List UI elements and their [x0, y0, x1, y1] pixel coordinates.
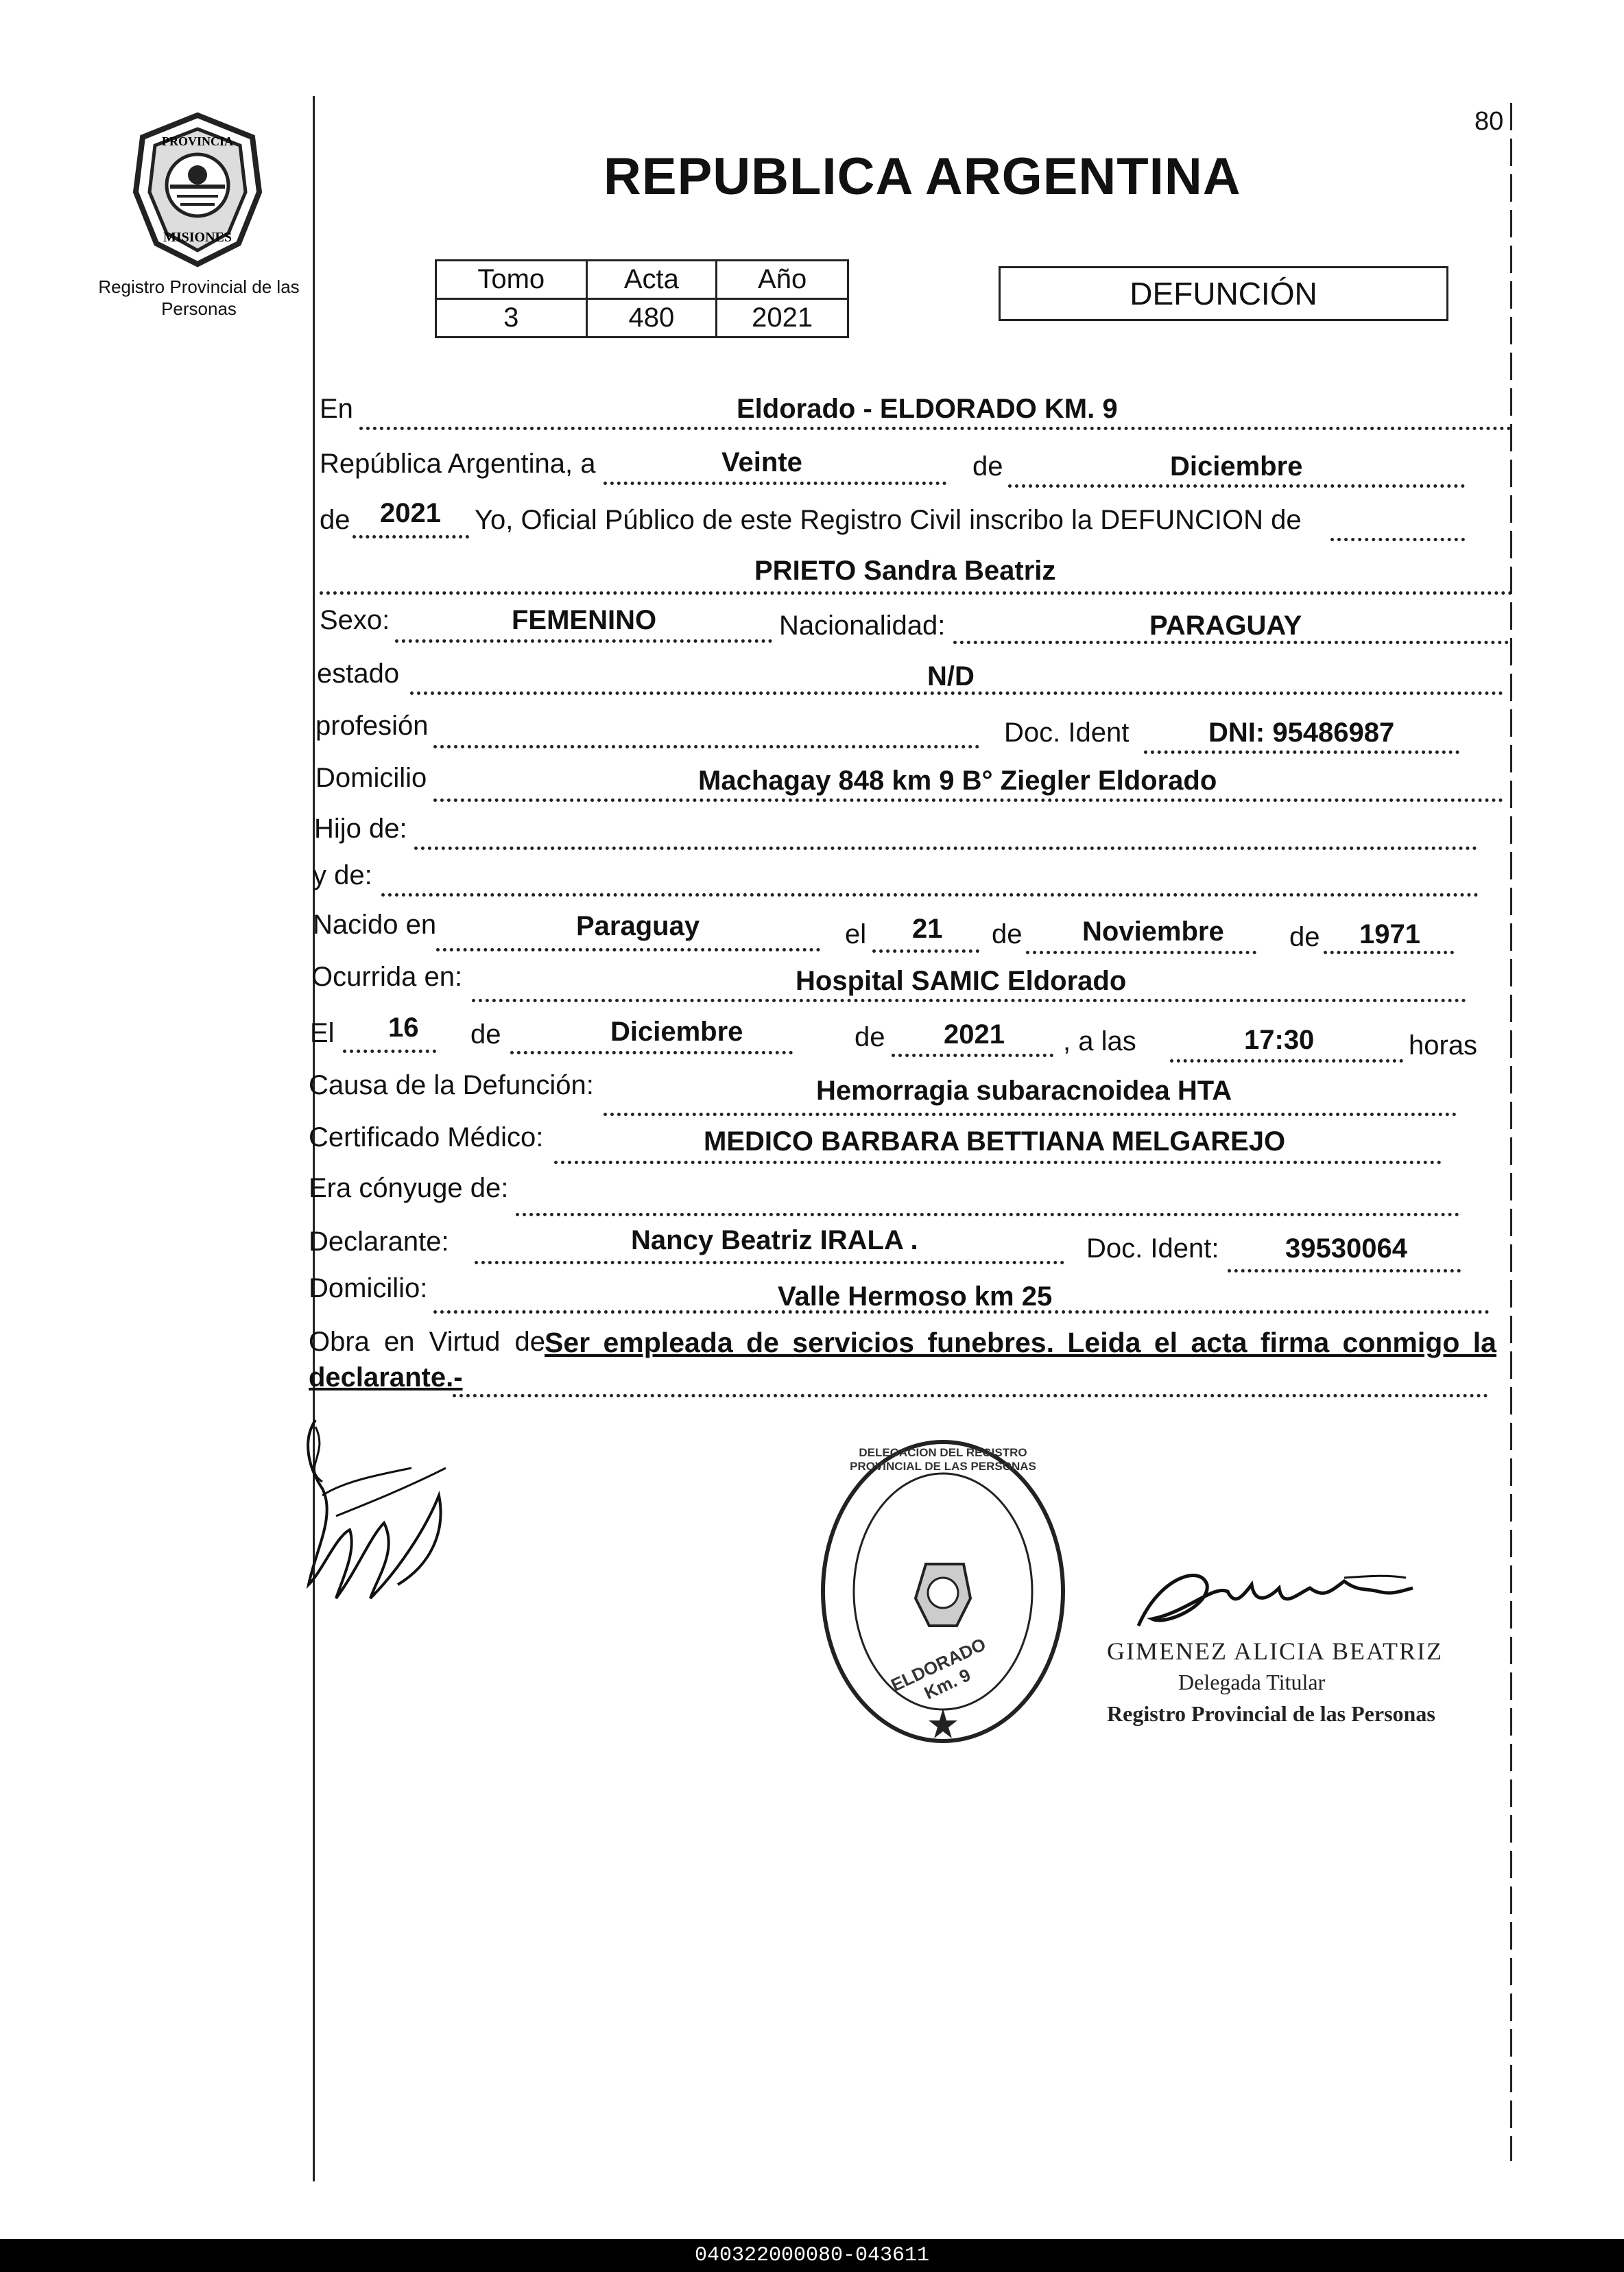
right-margin-line	[1510, 103, 1512, 2161]
value-nacionalidad: PARAGUAY	[1149, 611, 1302, 641]
label-El: El	[310, 1018, 335, 1048]
label-de-6: de	[855, 1022, 885, 1052]
label-domicilio: Domicilio	[315, 763, 427, 793]
value-def-dia: 16	[388, 1013, 419, 1043]
value-obra-line2: declarante.-	[309, 1362, 463, 1393]
label-de-5: de	[470, 1019, 501, 1050]
label-estado: estado	[317, 659, 400, 689]
fill-domicilio	[433, 798, 1503, 802]
label-a-las: , a las	[1063, 1026, 1136, 1056]
stamp-inner-text: ELDORADO Km. 9	[887, 1633, 989, 1704]
fill-doc-ident	[1144, 750, 1459, 754]
label-nacido-en: Nacido en	[313, 910, 437, 940]
fill-lugar	[359, 427, 1512, 430]
document-code: 040322000080-043611	[0, 2239, 1624, 2272]
fill-y-de	[381, 893, 1479, 897]
fill-nac-anio	[1324, 951, 1454, 954]
official-stamp	[816, 1434, 1070, 1749]
fill-ocurrida-en	[472, 999, 1466, 1002]
fill-def-mes	[510, 1051, 793, 1054]
label-nacionalidad: Nacionalidad:	[779, 611, 946, 641]
label-certificado: Certificado Médico:	[309, 1122, 544, 1152]
fill-nacido-en	[436, 948, 820, 951]
label-el: el	[845, 919, 867, 949]
label-sexo: Sexo:	[320, 605, 390, 635]
fill-hijo-de	[414, 847, 1477, 850]
fill-def-hora	[1170, 1059, 1403, 1063]
fill-defuncion-de	[1330, 538, 1465, 541]
value-declarante: Nancy Beatriz IRALA .	[631, 1225, 918, 1255]
value-ocurrida-en: Hospital SAMIC Eldorado	[796, 966, 1127, 996]
value-dia-letras: Veinte	[721, 447, 802, 477]
label-declarante-domicilio: Domicilio:	[309, 1273, 428, 1303]
fill-sexo	[395, 639, 772, 643]
official-office: Registro Provincial de las Personas	[1107, 1701, 1435, 1726]
label-de-1: de	[972, 451, 1003, 482]
official-name: GIMENEZ ALICIA BEATRIZ	[1107, 1637, 1443, 1665]
label-doc-ident: Doc. Ident	[1004, 718, 1130, 748]
label-causa: Causa de la Defunción:	[309, 1070, 594, 1100]
value-estado: N/D	[927, 661, 975, 691]
value-sexo: FEMENINO	[512, 605, 657, 635]
fill-declarante	[475, 1261, 1064, 1264]
ref-header-acta: Acta	[586, 261, 717, 299]
label-de-2: de	[320, 505, 350, 535]
fill-conyuge	[516, 1213, 1459, 1216]
label-republica: República Argentina, a	[320, 449, 596, 479]
label-declarante: Declarante:	[309, 1227, 449, 1257]
official-role: Delegada Titular	[1178, 1670, 1326, 1694]
value-causa: Hemorragia subaracnoidea HTA	[816, 1076, 1232, 1106]
label-horas: horas	[1409, 1030, 1478, 1061]
fill-nac-mes	[1026, 951, 1256, 954]
fill-declarante-doc	[1228, 1269, 1461, 1273]
label-inscribo: Yo, Oficial Público de este Registro Civil inscribo la DEFUNCION de	[475, 505, 1302, 535]
value-lugar: Eldorado - ELDORADO KM. 9	[737, 394, 1118, 424]
value-nac-dia: 21	[912, 914, 943, 944]
label-ocurrida-en: Ocurrida en:	[311, 962, 463, 992]
act-type-box	[999, 266, 1448, 321]
value-def-anio: 2021	[944, 1019, 1005, 1050]
province-seal	[122, 110, 273, 268]
label-de-3: de	[992, 919, 1023, 949]
stamp-outer-text: DELEGACION DEL REGISTRO PROVINCIAL DE LAS PERSONAS	[850, 1446, 1036, 1473]
svg-text:MISIONES: MISIONES	[163, 230, 232, 245]
declarant-signature	[295, 1413, 459, 1612]
page-title: REPUBLICA ARGENTINA	[604, 147, 1241, 206]
value-anio: 2021	[380, 498, 441, 528]
page-number: 80	[1474, 107, 1504, 136]
value-nac-mes: Noviembre	[1082, 916, 1224, 947]
value-certificado: MEDICO BARBARA BETTIANA MELGAREJO	[704, 1126, 1286, 1157]
fill-def-anio	[892, 1054, 1053, 1057]
ref-value-anio: 2021	[717, 299, 848, 338]
label-declarante-doc: Doc. Ident:	[1086, 1233, 1219, 1264]
value-declarante-doc: 39530064	[1285, 1233, 1407, 1264]
label-conyuge: Era cónyuge de:	[309, 1173, 509, 1203]
value-obra-line1: Ser empleada de servicios funebres. Leida el acta firma conmigo la	[545, 1327, 1496, 1358]
fill-nac-dia	[872, 949, 979, 953]
registry-name: Registro Provincial de las Personas	[98, 276, 300, 319]
fill-mes	[1008, 484, 1465, 488]
act-type: DEFUNCIÓN	[1130, 276, 1317, 311]
ref-value-acta: 480	[586, 299, 717, 338]
fill-obra	[453, 1394, 1488, 1397]
label-de-4: de	[1289, 922, 1320, 952]
fill-causa	[604, 1113, 1457, 1116]
fill-dia	[604, 482, 946, 485]
fill-profesion	[433, 745, 979, 748]
label-y-de: y de:	[313, 860, 372, 890]
reference-table	[435, 259, 849, 338]
fill-def-dia	[343, 1050, 436, 1053]
value-domicilio: Machagay 848 km 9 B° Ziegler Eldorado	[698, 766, 1217, 796]
label-profesion: profesión	[315, 711, 429, 741]
label-obra-en-virtud: Obra en Virtud de	[309, 1327, 546, 1357]
value-doc-ident: DNI: 95486987	[1208, 718, 1395, 748]
value-nombre: PRIETO Sandra Beatriz	[754, 556, 1056, 586]
fill-nombre	[320, 591, 1513, 595]
value-nac-anio: 1971	[1359, 919, 1420, 949]
value-def-hora: 17:30	[1244, 1025, 1315, 1055]
svg-text:PROVINCIA: PROVINCIA	[161, 134, 234, 148]
fill-certificado	[554, 1161, 1442, 1164]
value-nacido-en: Paraguay	[576, 911, 700, 941]
label-hijo-de: Hijo de:	[314, 814, 407, 844]
ref-header-anio: Año	[717, 261, 848, 299]
ref-header-tomo: Tomo	[436, 261, 587, 299]
ref-value-tomo: 3	[436, 299, 587, 338]
fill-anio	[353, 535, 469, 539]
value-declarante-domicilio: Valle Hermoso km 25	[778, 1281, 1053, 1312]
official-signature	[1125, 1557, 1426, 1640]
value-mes: Diciembre	[1170, 451, 1303, 482]
value-def-mes: Diciembre	[610, 1017, 743, 1047]
label-en: En	[320, 394, 353, 424]
